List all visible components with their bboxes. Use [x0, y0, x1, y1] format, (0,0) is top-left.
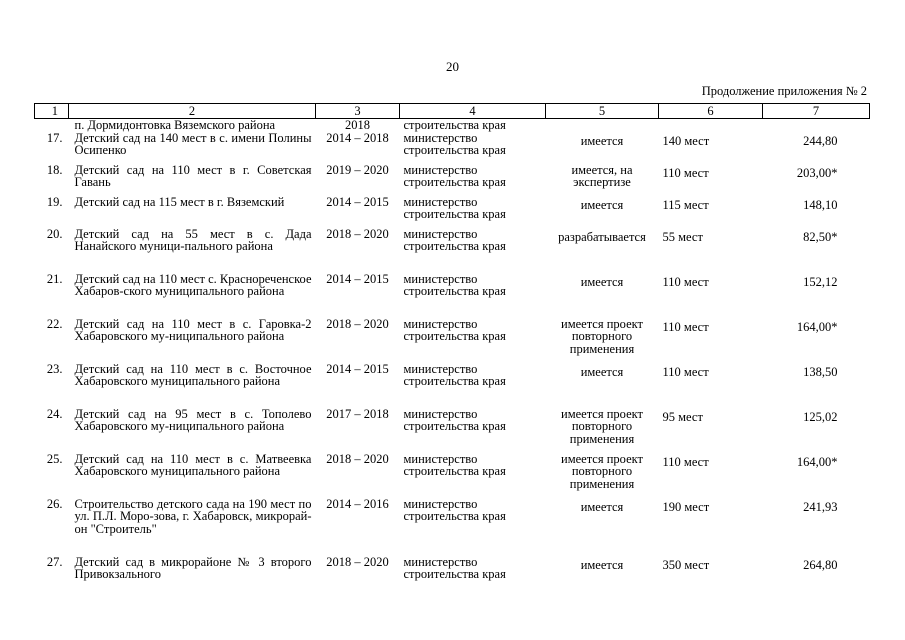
row-capacity: 110 мест [662, 364, 709, 379]
row-cost: 244,80 [803, 133, 838, 148]
row-name: Детский сад на 110 мест в г. Советская Гавань [74, 162, 312, 189]
row-name: п. Дормидонтовка Вяземского района [74, 118, 276, 132]
row-capacity: 110 мест [662, 319, 709, 334]
col-header-5: 5 [546, 104, 659, 119]
col-header-2: 2 [69, 104, 316, 119]
table-row [35, 119, 870, 132]
row-name: Детский сад на 110 мест в с. Гаровка-2 Хабаровского му-ниципального района [74, 316, 312, 343]
row-capacity: 140 мест [662, 133, 710, 148]
row-capacity: 190 мест [662, 499, 710, 514]
table-row [35, 164, 870, 196]
row-documentation: имеется проект повторного применения [561, 406, 643, 446]
row-cost: 152,12 [803, 274, 838, 289]
row-documentation: имеется [580, 364, 624, 379]
row-cost: 82,50* [803, 229, 838, 244]
row-years: 2014 – 2018 [326, 130, 389, 145]
row-number: 25. [46, 451, 63, 466]
row-name: Детский сад на 115 мест в г. Вяземский [74, 194, 285, 209]
appendix-table [34, 103, 870, 588]
table-row [35, 196, 870, 228]
row-capacity: 110 мест [662, 165, 709, 180]
row-name: Детский сад на 140 мест в с. имени Полины Осипенко [74, 130, 312, 157]
row-cost: 203,00* [796, 165, 838, 180]
row-number: 23. [46, 361, 63, 376]
row-years: 2018 – 2020 [326, 451, 389, 466]
row-name: Детский сад на 95 мест в с. Тополево Хабаровского му-ниципального района [74, 406, 312, 433]
row-cost: 148,10 [803, 197, 838, 212]
row-ministry: министерство строительства края [403, 316, 506, 343]
row-name: Детский сад на 110 мест с. Краснореченское Хабаров-ского муниципального района [74, 271, 312, 298]
table-row [35, 318, 870, 363]
row-capacity: 350 мест [662, 557, 710, 572]
table-row [35, 132, 870, 164]
row-ministry: министерство строительства края [403, 271, 506, 298]
row-documentation: имеется проект повторного применения [561, 451, 643, 491]
row-documentation: имеется [580, 197, 624, 212]
row-cost: 164,00* [796, 454, 838, 469]
row-name: Детский сад на 110 мест в с. Восточное Хабаровского муниципального района [74, 361, 312, 388]
page-number: 20 [446, 59, 459, 74]
row-ministry: министерство строительства края [403, 451, 506, 478]
continuation-label: Продолжение приложения № 2 [701, 84, 867, 98]
row-years: 2018 – 2020 [326, 554, 389, 569]
row-number: 24. [46, 406, 63, 421]
row-number: 20. [46, 226, 63, 241]
row-documentation: имеется [580, 499, 624, 514]
table-row [35, 273, 870, 318]
table-row [35, 363, 870, 408]
table-row [35, 556, 870, 588]
row-number: 17. [46, 130, 63, 145]
row-number: 27. [46, 554, 63, 569]
row-ministry: министерство строительства края [403, 406, 506, 433]
col-header-1: 1 [35, 104, 69, 119]
row-documentation: имеется [580, 274, 624, 289]
row-name: Детский сад в микрорайоне № 3 второго Привокзального [74, 554, 312, 581]
row-capacity: 115 мест [662, 197, 709, 212]
row-years: 2014 – 2016 [326, 496, 389, 511]
row-cost: 241,93 [803, 499, 838, 514]
column-number-header [35, 104, 870, 119]
row-years: 2014 – 2015 [326, 194, 389, 209]
row-number: 26. [46, 496, 63, 511]
table-row [35, 453, 870, 498]
col-header-3: 3 [316, 104, 400, 119]
row-documentation: разрабатывается [558, 229, 646, 244]
row-cost: 164,00* [796, 319, 838, 334]
row-cost: 138,50 [803, 364, 838, 379]
row-cost: 264,80 [803, 557, 838, 572]
col-header-7: 7 [763, 104, 870, 119]
row-number: 21. [46, 271, 63, 286]
table-row [35, 408, 870, 453]
row-capacity: 110 мест [662, 454, 709, 469]
row-name: Строительство детского сада на 190 мест по ул. П.Л. Моро-зова, г. Хабаровск, микрорай-он "Строитель" [74, 496, 312, 536]
row-documentation: имеется, на экспертизе [571, 162, 633, 189]
row-ministry: министерство строительства края [403, 226, 506, 253]
row-ministry: строительства края [403, 118, 506, 132]
col-header-4: 4 [400, 104, 546, 119]
row-years: 2017 – 2018 [326, 406, 389, 421]
row-capacity: 110 мест [662, 274, 709, 289]
row-ministry: министерство строительства края [403, 496, 506, 523]
row-years: 2019 – 2020 [326, 162, 389, 177]
row-ministry: министерство строительства края [403, 554, 506, 581]
row-number: 18. [46, 162, 63, 177]
row-years: 2018 – 2020 [326, 316, 389, 331]
row-number: 19. [46, 194, 63, 209]
row-ministry: министерство строительства края [403, 130, 506, 157]
row-years: 2014 – 2015 [326, 361, 389, 376]
row-capacity: 55 мест [662, 229, 703, 244]
row-cost: 125,02 [803, 409, 838, 424]
row-years: 2018 – 2020 [326, 226, 389, 241]
row-documentation: имеется проект повторного применения [561, 316, 643, 356]
row-ministry: министерство строительства края [403, 194, 506, 221]
row-ministry: министерство строительства края [403, 361, 506, 388]
row-years: 2014 – 2015 [326, 271, 389, 286]
row-documentation: имеется [580, 557, 624, 572]
row-name: Детский сад на 55 мест в с. Дада Нанайского муници-пального района [74, 226, 312, 253]
row-number: 22. [46, 316, 63, 331]
row-documentation: имеется [580, 133, 624, 148]
col-header-6: 6 [659, 104, 763, 119]
row-name: Детский сад на 110 мест в с. Матвеевка Хабаровского муниципального района [74, 451, 312, 478]
table-row [35, 228, 870, 273]
row-capacity: 95 мест [662, 409, 703, 424]
table-row [35, 498, 870, 556]
row-ministry: министерство строительства края [403, 162, 506, 189]
row-years: 2018 [345, 118, 370, 132]
